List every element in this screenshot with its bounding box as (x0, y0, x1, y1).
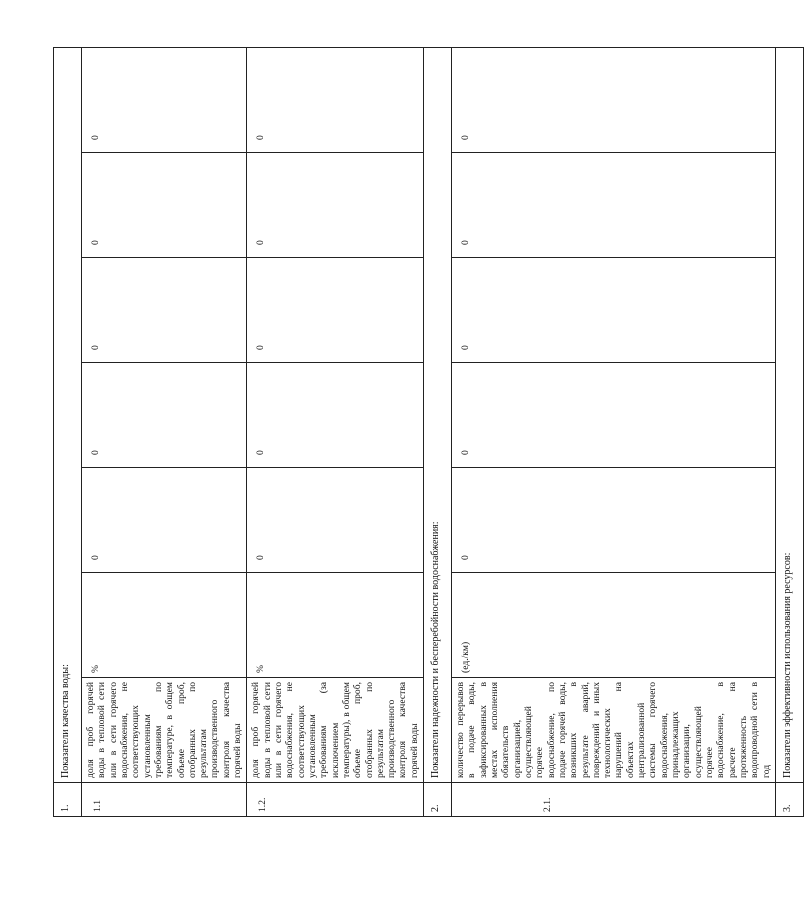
section-number: 2. (424, 783, 452, 817)
row-value: 0 (452, 363, 776, 468)
section-number: 1. (54, 783, 82, 817)
row-value: 0 (82, 258, 247, 363)
row-value: 0 (82, 363, 247, 468)
table-row (82, 48, 247, 817)
section-number: 3. (775, 783, 803, 817)
row-value: 0 (247, 153, 424, 258)
row-unit: % (82, 573, 247, 678)
row-value: 0 (247, 363, 424, 468)
section-title: Показатели надежности и бесперебойности водоснабжения: (424, 48, 452, 783)
row-number: 1.1 (82, 783, 247, 817)
table-row (452, 48, 776, 817)
row-description: доля проб горячей воды в тепловой сети или в сети горячего водоснабжения, не соответствующих установленным требованиям (за исключением температуры), в общем объеме проб, отобранных по результатам производственного контроля качества горячей воды (247, 678, 424, 783)
rotated-table-container (53, 47, 793, 817)
indicators-table (53, 47, 804, 817)
row-value: 0 (82, 468, 247, 573)
table-row (247, 48, 424, 817)
row-value: 0 (452, 468, 776, 573)
section-title: Показатели эффективности использования ресурсов: (775, 48, 803, 783)
row-value: 0 (247, 48, 424, 153)
row-value: 0 (452, 258, 776, 363)
row-unit: % (247, 573, 424, 678)
section-title: Показатели качества воды: (54, 48, 82, 783)
section-row-1 (54, 48, 82, 817)
row-unit: (ед./км) (452, 573, 776, 678)
row-value: 0 (452, 153, 776, 258)
row-value: 0 (452, 48, 776, 153)
row-value: 0 (247, 258, 424, 363)
section-row-2 (424, 48, 452, 817)
row-value: 0 (82, 48, 247, 153)
row-value: 0 (247, 468, 424, 573)
row-number: 2.1. (452, 783, 776, 817)
row-value: 0 (82, 153, 247, 258)
section-row-3 (775, 48, 803, 817)
row-number: 1.2. (247, 783, 424, 817)
row-description: доля проб горячей воды в тепловой сети или в сети горячего водоснабжения, не соответствующих установленным требованиям по температуре, в общем объеме проб, отобранных по результатам производственного контроля качества горячей воды (82, 678, 247, 783)
row-description: количество перерывов в подаче воды, зафиксированных в местах исполнения обязательств организацией, осуществляющей горячее водоснабжение, по подаче горячей воды, возникших в результате аварий, повреждений и иных технологических нарушений на объектах централизованной системы горячего водоснабжения, принадлежащих организации, осуществляющей горячее водоснабжение, в расчете на протяженность водопроводной сети в год (452, 678, 776, 783)
